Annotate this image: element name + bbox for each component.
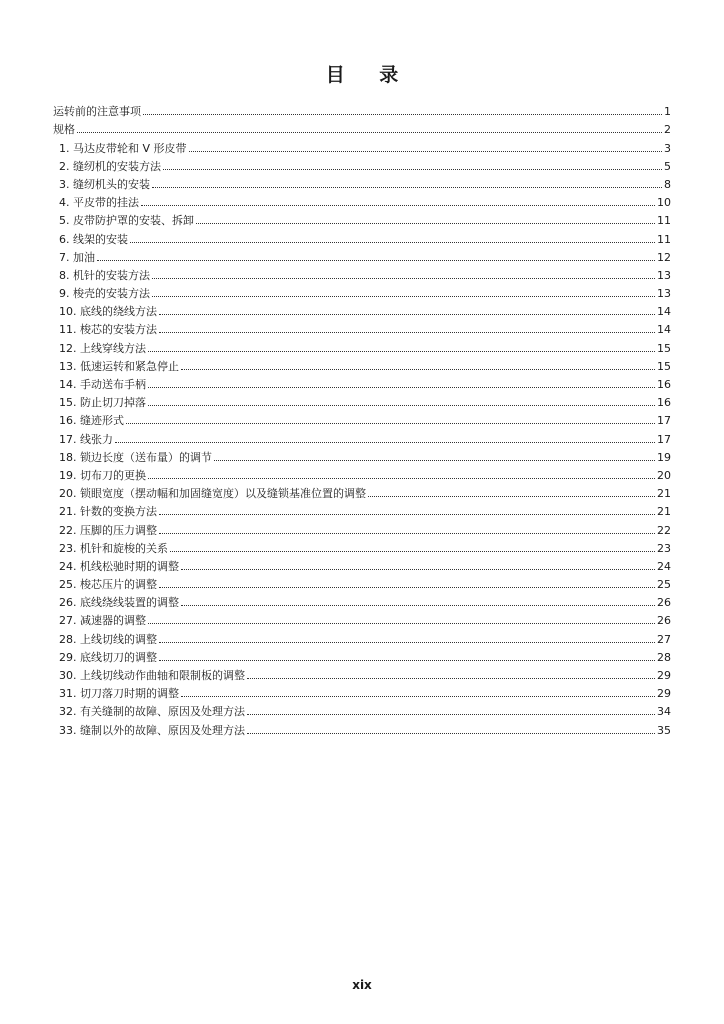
toc-entry[interactable] [53,464,671,482]
toc-entry[interactable] [53,518,671,536]
toc-entry-label: 12. 上线穿线方法 [59,341,146,355]
dot-leader [148,387,655,388]
toc-entry-page: 16 [657,396,671,410]
toc-entry-page: 26 [657,614,671,628]
toc-entry-page: 2 [664,123,671,137]
toc-entry-label: 9. 梭壳的安装方法 [59,287,150,301]
toc-entry[interactable] [53,173,671,191]
toc-entry-page: 21 [657,505,671,519]
toc-entry[interactable] [53,537,671,555]
toc-entry-page: 15 [657,341,671,355]
toc-entry-page: 11 [657,232,671,246]
toc-entry-label: 28. 上线切线的调整 [59,632,157,646]
toc-entry-label: 15. 防止切刀掉落 [59,396,146,410]
toc-entry[interactable] [53,246,671,264]
toc-entry-label: 33. 缝制以外的故障、原因及处理方法 [59,723,245,737]
dot-leader [181,569,655,570]
toc-entry-page: 22 [657,523,671,537]
toc-entry-label: 5. 皮带防护罩的安装、拆卸 [59,214,194,228]
dot-leader [148,405,655,406]
toc-entry-page: 27 [657,632,671,646]
toc-entry[interactable] [53,627,671,645]
toc-entry-page: 15 [657,359,671,373]
toc-entry-page: 23 [657,541,671,555]
toc-entry-label: 23. 机针和旋梭的关系 [59,541,168,555]
dot-leader [152,296,655,297]
toc-entry-label: 8. 机针的安装方法 [59,268,150,282]
toc-entry[interactable] [53,664,671,682]
dot-leader [189,151,662,152]
dot-leader [159,642,655,643]
toc-entry-label: 21. 针数的变换方法 [59,505,157,519]
toc-entry-page: 24 [657,559,671,573]
toc-entry-label: 2. 缝纫机的安装方法 [59,159,161,173]
toc-entry-label: 18. 锁边长度（送布量）的调节 [59,450,212,464]
dot-leader [97,260,655,261]
toc-entry-page: 8 [664,177,671,191]
toc-entry-page: 16 [657,378,671,391]
toc-entry[interactable] [53,482,671,500]
toc-entry-label: 26. 底线绕线装置的调整 [59,596,179,610]
toc-entry-page: 29 [657,687,671,701]
toc-entry[interactable] [53,500,671,518]
toc-entry[interactable] [53,555,671,573]
toc-entry-label: 17. 线张力 [59,432,113,446]
toc-entry-page: 12 [657,250,671,264]
dot-leader [159,314,655,315]
toc-entry-page: 14 [657,305,671,319]
toc-entry[interactable] [53,355,671,373]
toc-entry-page: 13 [657,268,671,282]
toc-entry[interactable] [53,209,671,227]
dot-leader [148,478,655,479]
toc-entry[interactable] [53,646,671,664]
toc-entry-label: 16. 缝迹形式 [59,414,124,428]
dot-leader [126,423,655,424]
toc-entry-label: 3. 缝纫机头的安装 [59,177,150,191]
dot-leader [159,587,655,588]
toc-entry[interactable] [53,191,671,209]
dot-leader [159,332,655,333]
toc-entry[interactable] [53,155,671,173]
toc-entry-label: 27. 减速器的调整 [59,614,146,628]
dot-leader [77,132,662,133]
toc-entry[interactable] [53,100,671,118]
toc-entry[interactable] [53,427,671,445]
toc-entry-label: 24. 机线松驰时期的调整 [59,559,179,573]
toc-entry-page: 3 [664,141,671,155]
dot-leader [170,551,655,552]
dot-leader [130,242,655,243]
toc-entry[interactable] [53,318,671,336]
toc-entry[interactable] [53,573,671,591]
toc-entry[interactable] [53,136,671,154]
page-number: xix [352,978,372,992]
toc-entry-page: 26 [657,596,671,610]
dot-leader [181,605,655,606]
dot-leader [247,714,655,715]
dot-leader [159,533,655,534]
toc-entry[interactable] [53,700,671,718]
toc-entry[interactable] [53,409,671,427]
dot-leader [247,733,655,734]
dot-leader [181,369,655,370]
toc-entry-label: 规格 [53,123,75,137]
toc-entry-label: 31. 切刀落刀时期的调整 [59,687,179,701]
dot-leader [115,442,655,443]
toc-entry-page: 14 [657,323,671,337]
toc-entry-page: 11 [657,214,671,228]
toc-entry[interactable] [53,118,671,136]
toc-entry[interactable] [53,282,671,300]
toc-entry-page: 1 [664,105,671,119]
toc-entry-page: 29 [657,669,671,682]
table-of-contents [53,100,671,737]
dot-leader [181,696,655,697]
dot-leader [196,223,655,224]
dot-leader [143,114,662,115]
dot-leader [214,460,655,461]
toc-entry[interactable] [53,591,671,609]
toc-entry-label: 13. 低速运转和紧急停止 [59,359,179,373]
toc-entry-label: 14. 手动送布手柄 [59,378,146,391]
dot-leader [163,169,662,170]
toc-entry-label: 运转前的注意事项 [53,105,141,119]
toc-entry[interactable] [53,336,671,354]
toc-entry-page: 10 [657,196,671,210]
dot-leader [368,496,655,497]
toc-entry-page: 19 [657,450,671,464]
toc-entry-label: 20. 锁眼宽度（摆动幅和加固缝宽度）以及缝锁基准位置的调整 [59,487,366,501]
dot-leader [148,351,655,352]
dot-leader [141,205,655,206]
toc-entry[interactable] [53,264,671,282]
dot-leader [159,660,655,661]
toc-entry-label: 11. 梭芯的安装方法 [59,323,157,337]
toc-entry-page: 13 [657,287,671,301]
toc-entry[interactable] [53,391,671,409]
toc-entry-page: 35 [657,723,671,737]
toc-entry-page: 21 [657,487,671,501]
toc-entry[interactable] [53,373,671,391]
toc-entry[interactable] [53,227,671,245]
toc-entry-label: 29. 底线切刀的调整 [59,650,157,664]
toc-entry[interactable] [53,682,671,700]
toc-entry-page: 25 [657,578,671,592]
toc-entry-label: 7. 加油 [59,250,95,264]
dot-leader [148,623,655,624]
toc-entry-label: 19. 切布刀的更换 [59,468,146,482]
toc-entry-page: 34 [657,705,671,719]
toc-entry-label: 32. 有关缝制的故障、原因及处理方法 [59,705,245,719]
toc-entry-page: 5 [664,159,671,173]
toc-entry-page: 28 [657,650,671,664]
toc-entry-label: 22. 压脚的压力调整 [59,523,157,537]
toc-entry[interactable] [53,609,671,627]
toc-entry-label: 1. 马达皮带轮和 V 形皮带 [59,141,187,155]
toc-entry[interactable] [53,718,671,736]
toc-entry-label: 25. 梭芯压片的调整 [59,578,157,592]
toc-entry-label: 6. 线架的安装 [59,232,128,246]
toc-entry[interactable] [53,300,671,318]
toc-entry-page: 17 [657,432,671,446]
toc-entry-label: 4. 平皮带的挂法 [59,196,139,210]
page-title: 目 录 [325,63,413,86]
dot-leader [247,678,655,679]
toc-entry-page: 20 [657,468,671,482]
dot-leader [152,278,655,279]
toc-entry-label: 30. 上线切线动作曲轴和限制板的调整 [59,669,245,682]
dot-leader [159,514,655,515]
toc-entry[interactable] [53,446,671,464]
toc-entry-page: 17 [657,414,671,428]
toc-entry-label: 10. 底线的绕线方法 [59,305,157,319]
dot-leader [152,187,662,188]
